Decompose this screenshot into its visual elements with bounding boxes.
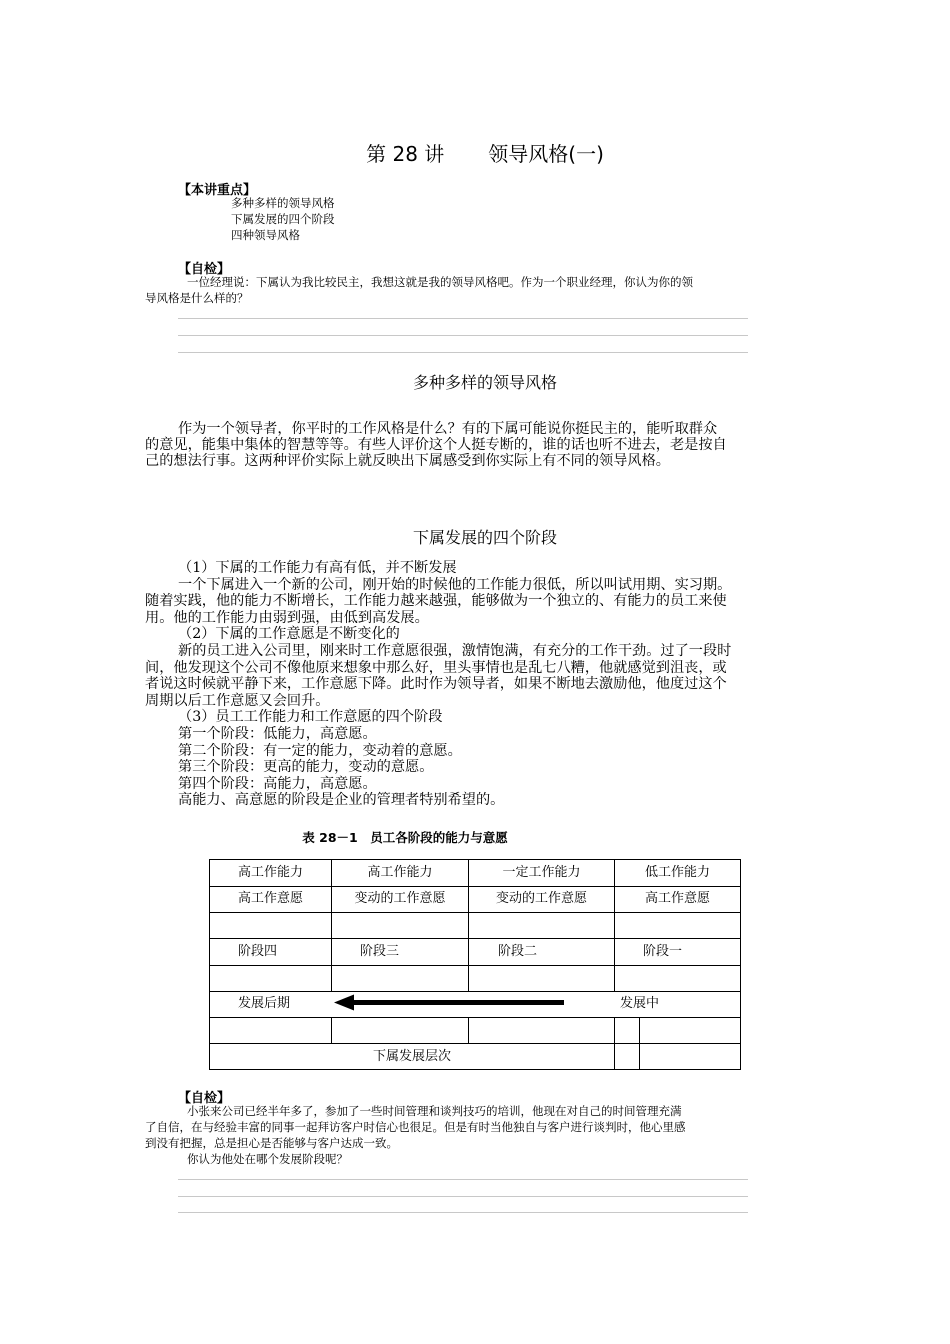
body-line: （3）员工工作能力和工作意愿的四个阶段	[178, 709, 443, 726]
question-line: 一位经理说：下属认为我比较民主，我想这就是我的领导风格吧。作为一个职业经理，你认为你的领	[187, 275, 693, 289]
question-line: 你认为他处在哪个发展阶段呢？	[187, 1152, 348, 1166]
body-line: （2）下属的工作意愿是不断变化的	[178, 626, 400, 643]
table-cell-stage: 阶段二	[498, 944, 538, 959]
question-line: 到没有把握，总是担心是否能够与客户达成一致。	[145, 1136, 398, 1150]
table-cell-willingness: 高工作意愿	[237, 891, 303, 906]
table-cell-ability: 高工作能力	[367, 865, 433, 880]
body-line: 用。他的工作能力由弱到强，由低到高发展。	[145, 609, 429, 626]
body-line: 第四个阶段：高能力，高意愿。	[178, 775, 377, 792]
body-line: 者说这时候就平静下来，工作意愿下降。此时作为领导者，如果不断地去激励他，他度过这个	[145, 676, 727, 693]
section-heading-leadership-styles: 多种多样的领导风格	[412, 373, 557, 392]
answer-line[interactable]	[178, 1212, 748, 1213]
table-cell-willingness: 变动的工作意愿	[495, 891, 587, 906]
section-heading-four-stages: 下属发展的四个阶段	[412, 528, 557, 547]
key-point-item: 下属发展的四个阶段	[231, 212, 335, 226]
key-point-item: 四种领导风格	[231, 228, 300, 242]
development-direction-arrow-icon	[334, 995, 564, 1011]
lecture-topic: 领导风格(一)	[488, 142, 604, 166]
body-line: （1）下属的工作能力有高有低，并不断发展	[178, 560, 457, 576]
body-line: 第三个阶段：更高的能力，变动的意愿。	[178, 759, 434, 776]
key-points-heading: 【本讲重点】	[178, 183, 257, 198]
self-check-question	[145, 1103, 815, 1167]
body-line: 一个下属进入一个新的公司，刚开始的时候他的工作能力很低，所以叫试用期、实习期。	[178, 576, 732, 593]
self-check-heading: 【自检】	[178, 1091, 231, 1106]
table-cell-stage: 阶段四	[238, 944, 278, 959]
table-footer-label: 下属发展层次	[372, 1049, 451, 1064]
body-line: 随着实践，他的能力不断增长，工作能力越来越强，能够做为一个独立的、有能力的员工来使	[145, 593, 727, 610]
answer-line[interactable]	[178, 1196, 748, 1197]
body-line: 的意见，能集中集体的智慧等等。有些人评价这个人挺专断的，谁的话也听不进去，老是按自	[145, 437, 727, 453]
dev-late-label: 发展后期	[238, 996, 291, 1011]
body-line: 第二个阶段：有一定的能力，变动着的意愿。	[178, 742, 462, 759]
body-line: 间，他发现这个公司不像他原来想象中那么好，里头事情也是乱七八糟，他就感觉到沮丧，或	[145, 659, 727, 676]
key-point-item: 多种多样的领导风格	[231, 196, 335, 210]
lecture-number: 第 28 讲	[366, 142, 445, 166]
question-line: 了自信，在与经验丰富的同事一起拜访客户时信心也很足。但是有时当他独自与客户进行谈判时，他心里感	[145, 1120, 686, 1134]
self-check-heading: 【自检】	[178, 262, 231, 277]
table-cell-ability: 高工作能力	[237, 865, 303, 880]
body-line: 己的想法行事。这两种评价实际上就反映出下属感受到你实际上有不同的领导风格。	[145, 453, 670, 469]
question-line: 导风格是什么样的？	[145, 291, 249, 305]
table-cell-willingness: 高工作意愿	[644, 891, 710, 906]
table-cell-stage: 阶段一	[643, 944, 683, 959]
body-line: 第一个阶段：低能力，高意愿。	[178, 725, 377, 742]
table-caption: 表 28－1 员工各阶段的能力与意愿	[302, 830, 508, 845]
body-line: 周期以后工作意愿又会回升。	[145, 692, 330, 709]
body-line: 作为一个领导者，你平时的工作风格是什么？有的下属可能说你挺民主的，能听取群众	[178, 421, 718, 437]
answer-line[interactable]	[178, 1179, 748, 1180]
dev-mid-label: 发展中	[620, 996, 660, 1011]
table-cell-stage: 阶段三	[360, 944, 400, 959]
question-line: 小张来公司已经半年多了，参加了一些时间管理和谈判技巧的培训，他现在对自己的时间管理充满	[187, 1104, 682, 1118]
table-cell-willingness: 变动的工作意愿	[354, 891, 446, 906]
table-cell-ability: 低工作能力	[644, 865, 710, 880]
body-line: 新的员工进入公司里，刚来时工作意愿很强，激情饱满，有充分的工作干劲。过了一段时	[178, 642, 732, 659]
table-cell-ability: 一定工作能力	[502, 865, 581, 880]
body-line: 高能力、高意愿的阶段是企业的管理者特别希望的。	[178, 792, 505, 809]
